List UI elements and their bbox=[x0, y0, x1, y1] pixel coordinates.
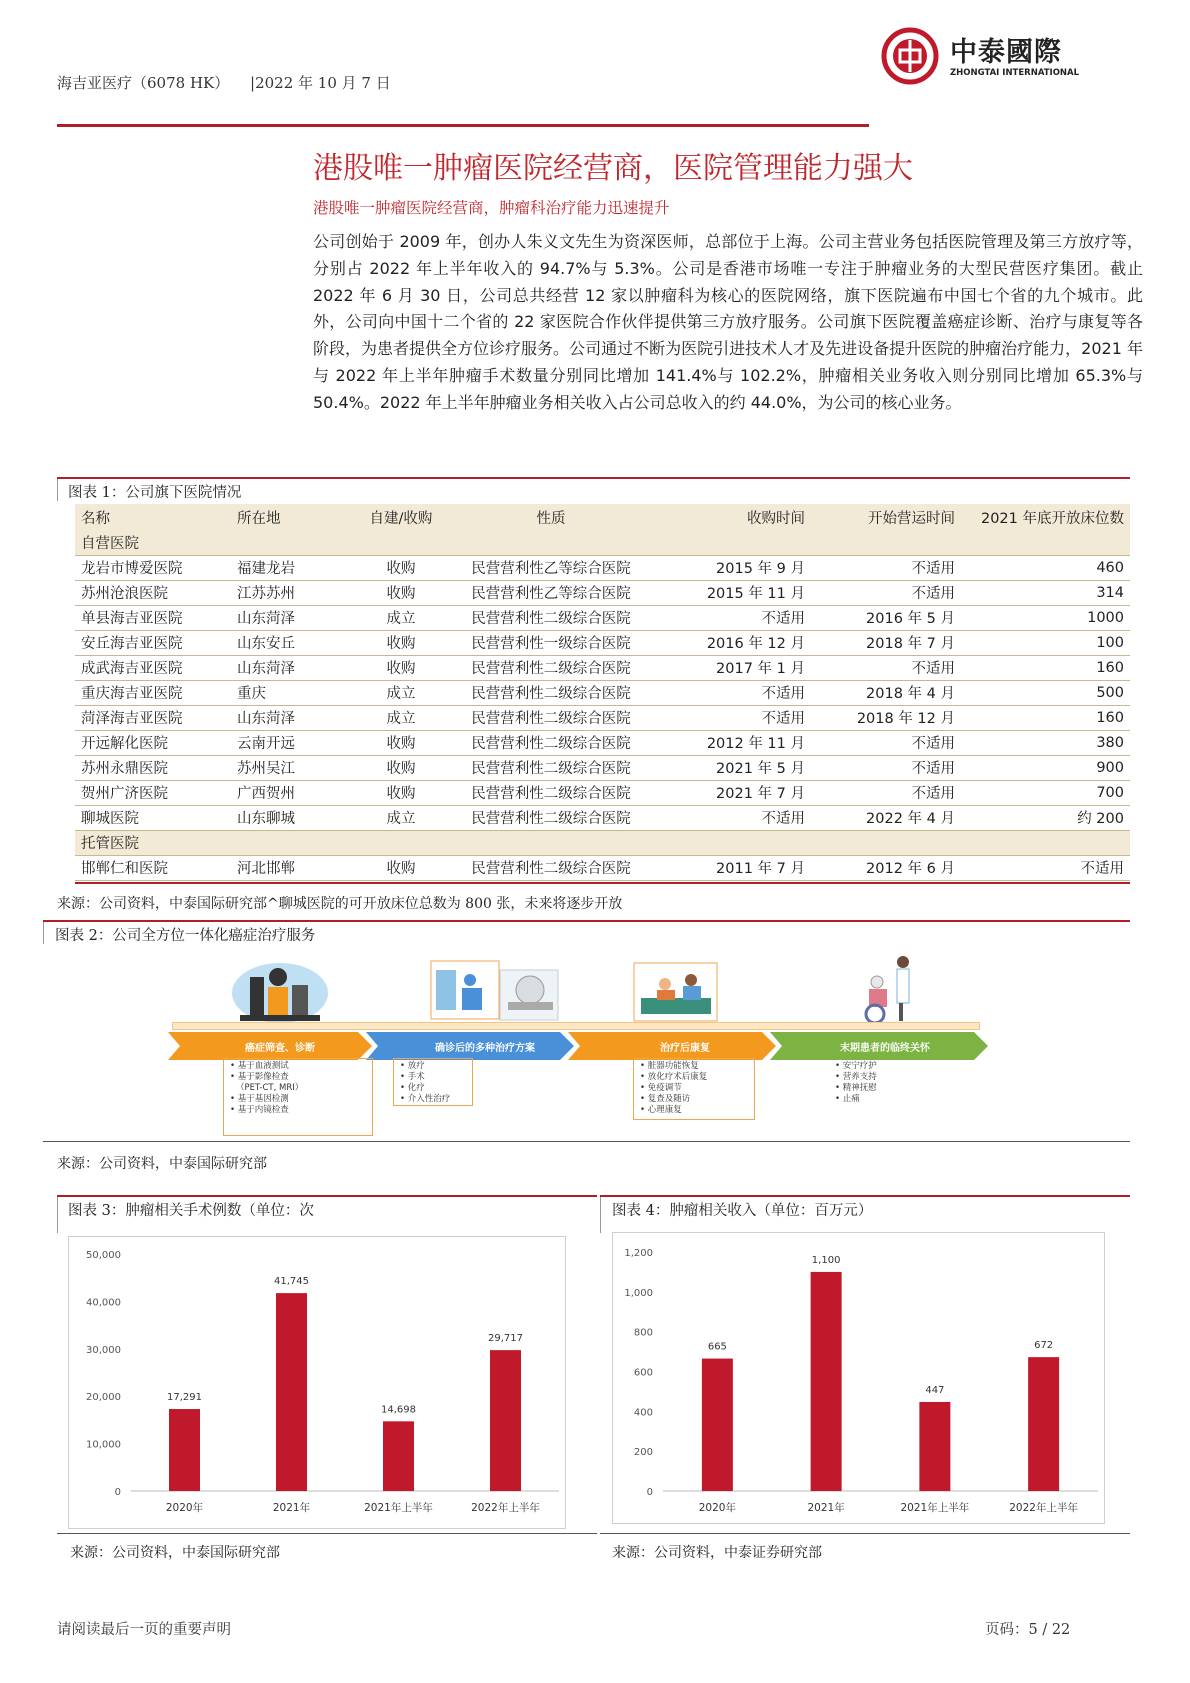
table-row bbox=[75, 805, 1130, 830]
bar bbox=[1028, 1357, 1059, 1491]
group-label: 自营医院 bbox=[75, 530, 1130, 555]
cell: 160 bbox=[961, 705, 1130, 730]
cell: 2011 年 7 月 bbox=[651, 855, 811, 880]
cell: 成武海吉亚医院 bbox=[75, 655, 231, 680]
y-tick-label: 30,000 bbox=[86, 1344, 121, 1356]
cell: 福建龙岩 bbox=[231, 555, 351, 580]
cell: 民营营利性二级综合医院 bbox=[451, 855, 651, 880]
cell: 民营营利性二级综合医院 bbox=[451, 680, 651, 705]
cell: 民营营利性二级综合医院 bbox=[451, 705, 651, 730]
screening-items-box bbox=[223, 1058, 373, 1136]
cell: 314 bbox=[961, 580, 1130, 605]
cell: 成立 bbox=[351, 805, 451, 830]
data-label: 17,291 bbox=[167, 1392, 202, 1404]
cell: 安丘海吉亚医院 bbox=[75, 630, 231, 655]
x-tick-label: 2022年上半年 bbox=[471, 1502, 540, 1514]
cell: 民营营利性二级综合医院 bbox=[451, 655, 651, 680]
data-label: 41,745 bbox=[274, 1276, 309, 1288]
cell: 不适用 bbox=[811, 555, 961, 580]
list-item: • 免疫调节 bbox=[640, 1083, 682, 1093]
y-tick-label: 10,000 bbox=[86, 1439, 121, 1451]
data-label: 14,698 bbox=[381, 1404, 416, 1416]
cell: 民营营利性二级综合医院 bbox=[451, 755, 651, 780]
cell: 民营营利性一级综合医院 bbox=[451, 630, 651, 655]
cell: 河北邯郸 bbox=[231, 855, 351, 880]
bar bbox=[919, 1402, 950, 1491]
list-item: • 基于内镜检查 bbox=[230, 1105, 289, 1115]
report-date: 2022 年 10 月 7 日 bbox=[255, 74, 391, 92]
fig1-caption: 图表 1：公司旗下医院情况 bbox=[68, 485, 242, 501]
fig3-bottom-rule bbox=[57, 1533, 597, 1534]
table-row bbox=[75, 605, 1130, 630]
cell: 380 bbox=[961, 730, 1130, 755]
cell: 贺州广济医院 bbox=[75, 780, 231, 805]
data-label: 29,717 bbox=[488, 1333, 523, 1345]
cell: 2018 年 4 月 bbox=[811, 680, 961, 705]
cell: 900 bbox=[961, 755, 1130, 780]
cell: 700 bbox=[961, 780, 1130, 805]
list-item: • 心理康复 bbox=[640, 1105, 682, 1115]
cell: 收购 bbox=[351, 655, 451, 680]
y-tick-label: 400 bbox=[633, 1407, 653, 1419]
cell: 2016 年 12 月 bbox=[651, 630, 811, 655]
col-header: 性质 bbox=[451, 504, 651, 530]
cell: 不适用 bbox=[651, 680, 811, 705]
fig3-caption-box bbox=[57, 1197, 58, 1233]
stage-label-rehab: 治疗后康复 bbox=[660, 1043, 710, 1054]
data-label: 672 bbox=[1034, 1340, 1054, 1352]
logo-english: ZHONGTAI INTERNATIONAL bbox=[950, 68, 1080, 78]
list-item: （PET-CT, MRI） bbox=[236, 1083, 304, 1093]
hospice-items bbox=[835, 1061, 935, 1105]
hospice-illustration-icon bbox=[855, 952, 925, 1024]
x-tick-label: 2022年上半年 bbox=[1009, 1502, 1078, 1514]
list-item: • 基于血液测试 bbox=[230, 1061, 289, 1071]
table-group-row bbox=[75, 830, 1130, 855]
cell: 邯郸仁和医院 bbox=[75, 855, 231, 880]
cell: 不适用 bbox=[651, 705, 811, 730]
cell: 2022 年 4 月 bbox=[811, 805, 961, 830]
list-item: • 手术 bbox=[400, 1072, 425, 1082]
revenue-chart bbox=[612, 1232, 1105, 1524]
logo-chinese: 中泰國際 bbox=[950, 37, 1062, 68]
table-row bbox=[75, 630, 1130, 655]
col-header: 自建/收购 bbox=[351, 504, 451, 530]
cell: 不适用 bbox=[961, 855, 1130, 880]
cell: 重庆海吉亚医院 bbox=[75, 680, 231, 705]
report-header bbox=[57, 72, 391, 93]
treatment-illustration-icon bbox=[430, 960, 560, 1025]
cell: 聊城医院 bbox=[75, 805, 231, 830]
table-row bbox=[75, 705, 1130, 730]
list-item: • 介入性治疗 bbox=[400, 1094, 451, 1104]
fig4-top-rule bbox=[600, 1195, 1130, 1197]
section-subtitle: 港股唯一肿瘤医院经营商，肿瘤科治疗能力迅速提升 bbox=[313, 199, 670, 217]
col-header: 所在地 bbox=[231, 504, 351, 530]
cell: 约 200 bbox=[961, 805, 1130, 830]
cell: 山东菏泽 bbox=[231, 605, 351, 630]
stage-label-hospice: 末期患者的临终关怀 bbox=[840, 1043, 930, 1054]
fig2-caption-box bbox=[43, 922, 44, 944]
cell: 不适用 bbox=[811, 655, 961, 680]
body-paragraph: 公司创始于 2009 年，创办人朱义文先生为资深医师，总部位于上海。公司主营业务包括医院管理及第三方放疗等，分别占 2022 年上半年收入的 94.7%与 5.3%。公司是香港市场唯一专注于肿瘤业务的大型民营医疗集团。截止 2022 年 6 月 30 日，公司总共经营 12 家以肿瘤科为核心的医院网络，旗下医院遍布中国七个省的九个城市。此外，公司向中国十二个省的 22 家医院合作伙伴提供第三方放疗服务。公司旗下医院覆盖癌症诊断、治疗与康复等各阶段，为患者提供全方位诊疗服务。公司通过不断为医院引进技术人才及先进设备提升医院的肿瘤治疗能力，2021 年与 2022 年上半年肿瘤手术数量分别同比增加 141.4%与 102.2%，肿瘤相关业务收入则分别同比增加 65.3%与 50.4%。2022 年上半年肿瘤业务相关收入占公司总收入的约 44.0%，为公司的核心业务。 bbox=[313, 232, 1143, 412]
footer-disclaimer: 请阅读最后一页的重要声明 bbox=[57, 1622, 231, 1638]
cell: 民营营利性二级综合医院 bbox=[451, 605, 651, 630]
cell: 成立 bbox=[351, 605, 451, 630]
fig4-source: 来源：公司资料，中泰证券研究部 bbox=[612, 1545, 822, 1561]
cell: 苏州永鼎医院 bbox=[75, 755, 231, 780]
cell: 收购 bbox=[351, 555, 451, 580]
cell: 成立 bbox=[351, 705, 451, 730]
table-row bbox=[75, 680, 1130, 705]
table-row bbox=[75, 755, 1130, 780]
list-item: • 脏器功能恢复 bbox=[640, 1061, 699, 1071]
zhongtai-logo bbox=[880, 26, 1080, 86]
table-row bbox=[75, 655, 1130, 680]
cell: 成立 bbox=[351, 680, 451, 705]
fig2-bottom-rule bbox=[43, 1141, 1130, 1142]
fig2-source: 来源：公司资料，中泰国际研究部 bbox=[57, 1156, 267, 1172]
y-tick-label: 200 bbox=[633, 1447, 653, 1459]
col-header: 2021 年底开放床位数 bbox=[961, 504, 1130, 530]
fig3-caption: 图表 3：肿瘤相关手术例数（单位：次 bbox=[68, 1203, 314, 1219]
y-tick-label: 20,000 bbox=[86, 1392, 121, 1404]
x-tick-label: 2021年 bbox=[272, 1502, 311, 1514]
cell: 160 bbox=[961, 655, 1130, 680]
header-separator: | bbox=[250, 74, 256, 92]
rehab-illustration-icon bbox=[633, 962, 718, 1022]
zhongtai-emblem-icon bbox=[880, 26, 942, 86]
hospital-table bbox=[75, 504, 1130, 881]
cell: 不适用 bbox=[811, 755, 961, 780]
header-rule bbox=[57, 124, 869, 127]
data-label: 665 bbox=[707, 1341, 727, 1353]
cell: 1000 bbox=[961, 605, 1130, 630]
cell: 收购 bbox=[351, 580, 451, 605]
bar bbox=[490, 1350, 521, 1491]
y-tick-label: 800 bbox=[633, 1327, 653, 1339]
cell: 收购 bbox=[351, 755, 451, 780]
surgery-chart-svg bbox=[69, 1237, 567, 1530]
y-tick-label: 0 bbox=[646, 1487, 653, 1498]
col-header: 开始营运时间 bbox=[811, 504, 961, 530]
data-label: 1,100 bbox=[811, 1254, 841, 1266]
cell: 收购 bbox=[351, 730, 451, 755]
cell: 不适用 bbox=[651, 805, 811, 830]
cell: 江苏苏州 bbox=[231, 580, 351, 605]
cell: 不适用 bbox=[811, 580, 961, 605]
cell: 不适用 bbox=[811, 780, 961, 805]
bar bbox=[276, 1293, 307, 1491]
cell: 2012 年 6 月 bbox=[811, 855, 961, 880]
cell: 山东安丘 bbox=[231, 630, 351, 655]
cell: 单县海吉亚医院 bbox=[75, 605, 231, 630]
treatment-items-box bbox=[393, 1058, 473, 1106]
table-bottom-rule bbox=[75, 882, 1130, 884]
x-tick-label: 2021年 bbox=[807, 1502, 845, 1514]
cell: 收购 bbox=[351, 780, 451, 805]
cell: 苏州吴江 bbox=[231, 755, 351, 780]
y-tick-label: 0 bbox=[114, 1487, 121, 1498]
cell: 460 bbox=[961, 555, 1130, 580]
cell: 山东菏泽 bbox=[231, 705, 351, 730]
cell: 重庆 bbox=[231, 680, 351, 705]
cell: 500 bbox=[961, 680, 1130, 705]
bar bbox=[702, 1359, 733, 1491]
col-header: 名称 bbox=[75, 504, 231, 530]
cell: 不适用 bbox=[651, 605, 811, 630]
x-tick-label: 2021年上半年 bbox=[364, 1502, 433, 1514]
table-row bbox=[75, 780, 1130, 805]
list-item: • 放疗 bbox=[400, 1061, 425, 1071]
cell: 2016 年 5 月 bbox=[811, 605, 961, 630]
list-item: • 营养支持 bbox=[835, 1072, 877, 1082]
stage-label-screening: 癌症筛查、诊断 bbox=[245, 1043, 315, 1054]
cell: 龙岩市博爱医院 bbox=[75, 555, 231, 580]
stage-label-treatment: 确诊后的多种治疗方案 bbox=[435, 1043, 535, 1054]
cell: 苏州沧浪医院 bbox=[75, 580, 231, 605]
process-timeline-bar bbox=[172, 1022, 980, 1030]
fig4-caption: 图表 4：肿瘤相关收入（单位：百万元） bbox=[612, 1203, 873, 1219]
surgery-chart bbox=[68, 1236, 566, 1529]
y-tick-label: 600 bbox=[633, 1367, 653, 1379]
company-name: 海吉亚医疗（6078 HK） bbox=[57, 74, 230, 92]
list-item: • 复查及随访 bbox=[640, 1094, 691, 1104]
fig2-caption: 图表 2：公司全方位一体化癌症治疗服务 bbox=[55, 928, 316, 944]
y-tick-label: 50,000 bbox=[86, 1250, 121, 1261]
cell: 菏泽海吉亚医院 bbox=[75, 705, 231, 730]
fig1-caption-box bbox=[57, 479, 58, 501]
cell: 2018 年 7 月 bbox=[811, 630, 961, 655]
list-item: • 止痛 bbox=[835, 1094, 860, 1104]
table-group-row bbox=[75, 530, 1130, 555]
cell: 开远解化医院 bbox=[75, 730, 231, 755]
fig2-top-rule bbox=[43, 920, 1130, 922]
cell: 2015 年 9 月 bbox=[651, 555, 811, 580]
cell: 2018 年 12 月 bbox=[811, 705, 961, 730]
cell: 民营营利性乙等综合医院 bbox=[451, 580, 651, 605]
data-label: 447 bbox=[925, 1384, 945, 1396]
table-row bbox=[75, 580, 1130, 605]
y-tick-label: 40,000 bbox=[86, 1297, 121, 1309]
table-row bbox=[75, 555, 1130, 580]
cell: 100 bbox=[961, 630, 1130, 655]
x-tick-label: 2021年上半年 bbox=[900, 1502, 970, 1514]
cell: 广西贺州 bbox=[231, 780, 351, 805]
bar bbox=[383, 1421, 414, 1491]
cell: 不适用 bbox=[811, 730, 961, 755]
cell: 收购 bbox=[351, 855, 451, 880]
page-number: 页码：5 / 22 bbox=[985, 1622, 1071, 1638]
fig3-top-rule bbox=[57, 1195, 597, 1197]
list-item: • 精神抚慰 bbox=[835, 1083, 877, 1093]
y-tick-label: 1,200 bbox=[624, 1248, 653, 1259]
cell: 山东聊城 bbox=[231, 805, 351, 830]
fig4-caption-box bbox=[600, 1197, 601, 1233]
bar bbox=[811, 1272, 842, 1491]
fig1-top-rule bbox=[57, 477, 1130, 479]
x-tick-label: 2020年 bbox=[165, 1502, 204, 1514]
bar bbox=[169, 1409, 200, 1491]
x-tick-label: 2020年 bbox=[698, 1502, 736, 1514]
list-item: • 基于基因检测 bbox=[230, 1094, 289, 1104]
cell: 民营营利性乙等综合医院 bbox=[451, 555, 651, 580]
list-item: • 化疗 bbox=[400, 1083, 425, 1093]
rehab-items-box bbox=[633, 1058, 755, 1120]
col-header: 收购时间 bbox=[651, 504, 811, 530]
cell: 云南开远 bbox=[231, 730, 351, 755]
cell: 2017 年 1 月 bbox=[651, 655, 811, 680]
cell: 山东菏泽 bbox=[231, 655, 351, 680]
table-row bbox=[75, 730, 1130, 755]
cell: 2015 年 11 月 bbox=[651, 580, 811, 605]
fig3-source: 来源：公司资料，中泰国际研究部 bbox=[70, 1545, 280, 1561]
cell: 2012 年 11 月 bbox=[651, 730, 811, 755]
diagnosis-illustration-icon bbox=[230, 955, 330, 1025]
group-label: 托管医院 bbox=[75, 830, 1130, 855]
cell: 2021 年 7 月 bbox=[651, 780, 811, 805]
list-item: • 放化疗术后康复 bbox=[640, 1072, 708, 1082]
cell: 收购 bbox=[351, 630, 451, 655]
fig1-source: 来源：公司资料，中泰国际研究部^聊城医院的可开放床位总数为 800 张，未来将逐步开放 bbox=[57, 896, 623, 912]
cell: 民营营利性二级综合医院 bbox=[451, 730, 651, 755]
section-title: 港股唯一肿瘤医院经营商，医院管理能力强大 bbox=[313, 151, 913, 186]
list-item: • 安宁疗护 bbox=[835, 1061, 877, 1071]
cell: 民营营利性二级综合医院 bbox=[451, 780, 651, 805]
list-item: • 基于影像检查 bbox=[230, 1072, 289, 1082]
cell: 民营营利性二级综合医院 bbox=[451, 805, 651, 830]
table-header-row bbox=[75, 504, 1130, 530]
fig4-bottom-rule bbox=[600, 1533, 1130, 1534]
cell: 2021 年 5 月 bbox=[651, 755, 811, 780]
y-tick-label: 1,000 bbox=[624, 1287, 653, 1299]
revenue-chart-svg bbox=[613, 1233, 1106, 1525]
table-row bbox=[75, 855, 1130, 880]
